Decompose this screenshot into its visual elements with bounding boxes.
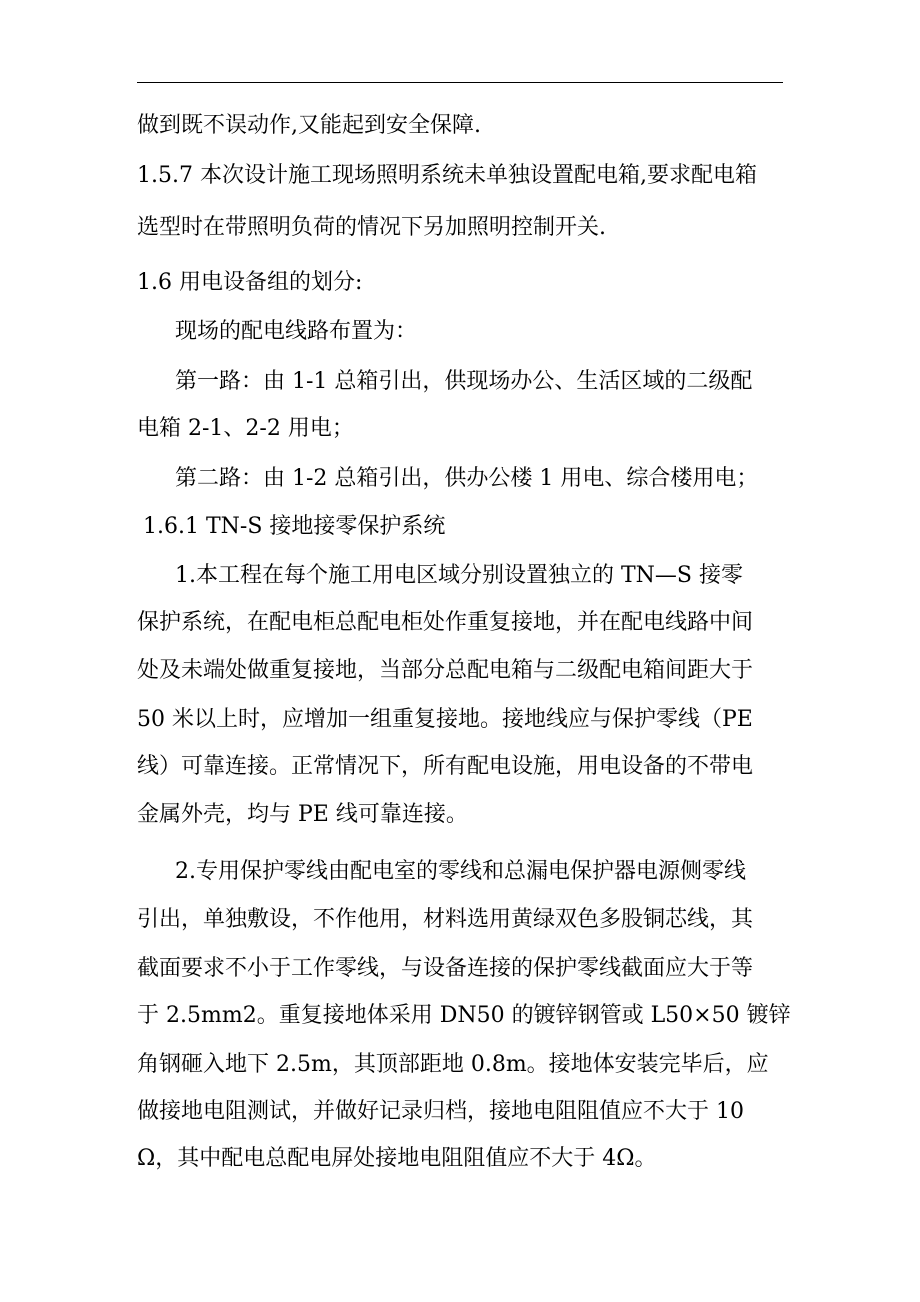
text-line: 第二路：由 1-2 总箱引出，供办公楼 1 用电、综合楼用电； [175, 466, 759, 491]
text-line: 第一路：由 1-1 总箱引出，供现场办公、生活区域的二级配 [175, 369, 753, 394]
text-line: 于 2.5mm2。重复接地体采用 DN50 的镀锌钢管或 L50×50 镀锌 [137, 1003, 791, 1028]
text-line: 角钢砸入地下 2.5m，其顶部距地 0.8m。接地体安装完毕后，应 [137, 1052, 769, 1077]
text-line: 选型时在带照明负荷的情况下另加照明控制开关. [137, 215, 606, 240]
text-line: 1.5.7 本次设计施工现场照明系统未单独设置配电箱,要求配电箱 [137, 163, 757, 188]
subsection-heading: 1.6.1 TN-S 接地接零保护系统 [143, 514, 446, 539]
text-line: 线）可靠连接。正常情况下，所有配电设施，用电设备的不带电 [137, 754, 754, 779]
text-line: 引出，单独敷设，不作他用，材料选用黄绿双色多股铜芯线，其 [137, 907, 754, 932]
text-line: 截面要求不小于工作零线，与设备连接的保护零线截面应大于等 [137, 956, 754, 981]
text-line: 电箱 2-1、2-2 用电； [137, 416, 354, 441]
text-line: 金属外壳，均与 PE 线可靠连接。 [137, 802, 468, 827]
text-line: Ω，其中配电总配电屏处接地电阻阻值应不大于 4Ω。 [137, 1146, 657, 1171]
text-line: 2.专用保护零线由配电室的零线和总漏电保护器电源侧零线 [175, 859, 746, 884]
section-heading: 1.6 用电设备组的划分: [137, 270, 363, 295]
text-line: 做到既不误动作,又能起到安全保障. [137, 113, 481, 138]
text-line: 保护系统，在配电柜总配电柜处作重复接地，并在配电线路中间 [137, 610, 754, 635]
text-line: 1.本工程在每个施工用电区域分别设置独立的 TN—S 接零 [175, 563, 743, 588]
text-line: 50 米以上时，应增加一组重复接地。接地线应与保护零线（PE [137, 707, 753, 732]
text-line: 做接地电阻测试，并做好记录归档，接地电阻阻值应不大于 10 [137, 1099, 744, 1124]
text-line: 处及未端处做重复接地，当部分总配电箱与二级配电箱间距大于 [137, 658, 754, 683]
header-rule [137, 82, 783, 83]
text-line: 现场的配电线路布置为： [175, 319, 418, 344]
